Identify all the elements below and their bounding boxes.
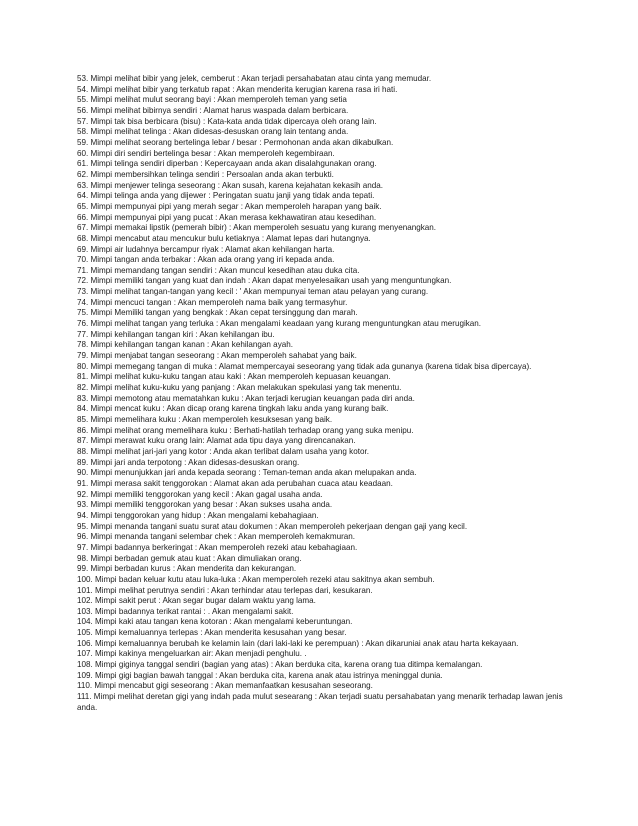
list-item: 109. Mimpi gigi bagian bawah tanggal : Akan berduka cita, karena anak atau istrinya meninggal dunia. [77,670,443,680]
list-item: 79. Mimpi menjabat tangan seseorang : Akan memperoleh sahabat yang baik. [77,351,357,361]
list-item: 75. Mimpi Memiliki tangan yang bengkak : Akan cepat tersinggung dan marah. [77,308,358,318]
list-item: 89. Mimpi jari anda terpotong : Akan didesas-desuskan orang. [77,457,300,467]
list-item: 56. Mimpi melihat bibirnya sendiri : Alamat harus waspada dalam berbicara. [77,105,349,115]
list-item: 55. Mimpi melihat mulut seorang bayi : Akan memperoleh teman yang setia [77,95,347,105]
list-item: 104. Mimpi kaki atau tangan kena kotoran : Akan mengalami keberuntungan. [77,617,353,627]
list-item: 87. Mimpi merawat kuku orang lain: Alamat ada tipu daya yang direncanakan. [77,436,356,446]
list-item: 72. Mimpi memiliki tangan yang kuat dan indah : Akan dapat menyelesaikan usah yang menguntungkan. [77,276,452,286]
list-item: 68. Mimpi mencabut atau mencukur bulu ketiaknya : Alamat lepas dari hutangnya. [77,233,371,243]
list-item: 105. Mimpi kemaluannya terlepas : Akan menderita kesusahan yang besar. [77,628,347,638]
list-item: 81. Mimpi melihat kuku-kuku tangan atau kaki : Akan memperoleh kepuasan keuangan. [77,372,391,382]
list-item: 98. Mimpi berbadan gemuk atau kuat : Akan dimuliakan orang. [77,553,302,563]
list-item: 92. Mimpi memiliki tenggorokan yang kecil : Akan gagal usaha anda. [77,489,323,499]
list-item: 111. Mimpi melihat deretan gigi yang indah pada mulut sesearang : Akan terjadi suatu persahabatan yang menarik terhadap lawan jenis anda. [77,692,563,712]
list-item: 62. Mimpi membersihkan telinga sendiri : Persoalan anda akan terbukti. [77,169,334,179]
list-item: 97. Mimpi badannya berkeringat : Akan memperoleh rezeki atau kebahagiaan. [77,542,358,552]
list-item: 60. Mimpi diri sendiri bertelinga besar : Akan memperoleh kegembiraan. [77,148,335,158]
list-item: 108. Mimpi giginya tanggal sendiri (bagian yang atas) : Akan berduka cita, karena orang tua ditimpa kemalangan. [77,660,483,670]
list-item: 73. Mimpi melihat tangan-tangan yang kecil : ' Akan mempunyai teman atau pelayan yang curang. [77,287,429,297]
list-item: 83. Mimpi memotong atau mematahkan kuku : Akan terjadi kerugian keuangan pada diri anda. [77,393,415,403]
list-item: 101. Mimpi melihat perutnya sendiri : Akan terhindar atau terlepas dari, kesukaran. [77,585,373,595]
list-item: 61. Mimpi telinga sendiri diperban : Kepercayaan anda akan disalahgunakan orang. [77,159,377,169]
list-item: 91. Mimpi merasa sakit tenggorokan : Alamat akan ada perubahan cuaca atau keadaan. [77,478,393,488]
list-item: 96. Mimpi menanda tangani selembar chek : Akan memperoleh kemakmuran. [77,532,356,542]
list-item: 70. Mimpi tangan anda terbakar : Akan ada orang yang iri kepada anda. [77,255,335,265]
list-item: 86. Mimpi melihat orang memelihara kuku : Berhati-hatilah terhadap orang yang suka menipu. [77,425,414,435]
list-item: 65. Mimpi mempunyai pipi yang merah segar : Akan memperoleh harapan yang baik. [77,201,382,211]
list-item: 71. Mimpi memandang tangan sendiri : Akan muncul kesedihan atau duka cita. [77,265,360,275]
list-item: 66. Mimpi mempunyai pipi yang pucat : Akan merasa kekhawatiran atau kesedihan. [77,212,377,222]
list-item: 57. Mimpi tak bisa berbicara (bisu) : Kata-kata anda tidak dipercaya oleh orang lain. [77,116,377,126]
list-item: 95. Mimpi menanda tangani suatu surat atau dokumen : Akan memperoleh pekerjaan dengan gaji yang kecil. [77,521,468,531]
list-item: 59. Mimpi melihat seorang bertelinga lebar / besar : Permohonan anda akan dikabulkan. [77,137,394,147]
list-item: 67. Mimpi memakai lipstik (pemerah bibir) : Akan memperoleh sesuatu yang kurang menyenangkan. [77,223,436,233]
list-item: 74. Mimpi mencuci tangan : Akan memperoleh nama baik yang termasyhur. [77,297,348,307]
list-item: 80. Mimpi memegang tangan di muka : Alamat mempercayai seseorang yang tidak ada gunanya (karena tidak bisa dipercaya). [77,361,532,371]
list-item: 99. Mimpi berbadan kurus : Akan menderita dan kekurangan. [77,564,297,574]
list-item: 82. Mimpi melihat kuku-kuku yang panjang : Akan melakukan spekulasi yang tak menentu. [77,383,402,393]
list-item: 88. Mimpi melihat jari-jari yang kotor : Anda akan terlibat dalam usaha yang kotor. [77,446,369,456]
list-item: 53. Mimpi melihat bibir yang jelek, cemberut : Akan terjadi persahabatan atau cinta yang memudar. [77,74,432,83]
list-item: 103. Mimpi badannya terikat rantai : . Akan mengalami sakit. [77,606,294,616]
list-item: 54. Mimpi melihat bibir yang terkatub rapat : Akan menderita kerugian karena rasa iri hati. [77,84,398,94]
list-item: 110. Mimpi mencabut gigi seseorang : Akan memanfaatkan kesusahan seseorang. [77,681,373,691]
list-item: 93. Mimpi memiliki tenggorokan yang besar : Akan sukses usaha anda. [77,500,333,510]
list-item: 63. Mimpi menjewer telinga seseorang : Akan susah, karena kejahatan kekasih anda. [77,180,383,190]
list-item: 106. Mimpi kemaluannya berubah ke kelamin lain (dari laki-laki ke perempuan) : Akan dikaruniai anak atau harta kekayaan. [77,638,519,648]
list-item: 85. Mimpi memelihara kuku : Akan memperoleh kesuksesan yang baik. [77,415,333,424]
list-item: 90. Mimpi menunjukkan jari anda kepada seorang : Teman-teman anda akan melupakan anda. [77,468,417,478]
list-item: 100. Mimpi badan keluar kutu atau luka-luka : Akan memperoleh rezeki atau sakitnya akan sembuh. [77,574,435,584]
list-item: 77. Mimpi kehilangan tangan kiri : Akan kehilangan ibu. [77,329,275,339]
list-item: 64. Mimpi telinga anda yang dijewer : Peringatan suatu janji yang tidak anda tepati. [77,191,375,201]
list-item: 76. Mimpi melihat tangan yang terluka : Akan mengalami keadaan yang kurang menguntungkan atau merugikan. [77,319,482,329]
list-item: 84. Mimpi mencat kuku : Akan dicap orang karena tingkah laku anda yang kurang baik. [77,404,389,414]
list-item: 94. Mimpi tenggorokan yang hidup : Akan mengalami kebahagiaan. [77,510,319,520]
list-item: 78. Mimpi kehilangan tangan kanan : Akan kehilangan ayah. [77,340,293,350]
list-item: 107. Mimpi kakinya mengeluarkan air: Akan menjadi penghulu. . [77,649,307,659]
list-item: 58. Mimpi melihat telinga : Akan didesas-desuskan orang lain tentang anda. [77,127,349,137]
list-item: 69. Mimpi air ludahnya bercampur riyak : Alamat akan kehilangan harta. [77,244,335,254]
dream-interpretation-list [77,74,565,713]
list-item: 102. Mimpi sakit perut : Akan segar bugar dalam waktu yang lama. [77,596,316,606]
